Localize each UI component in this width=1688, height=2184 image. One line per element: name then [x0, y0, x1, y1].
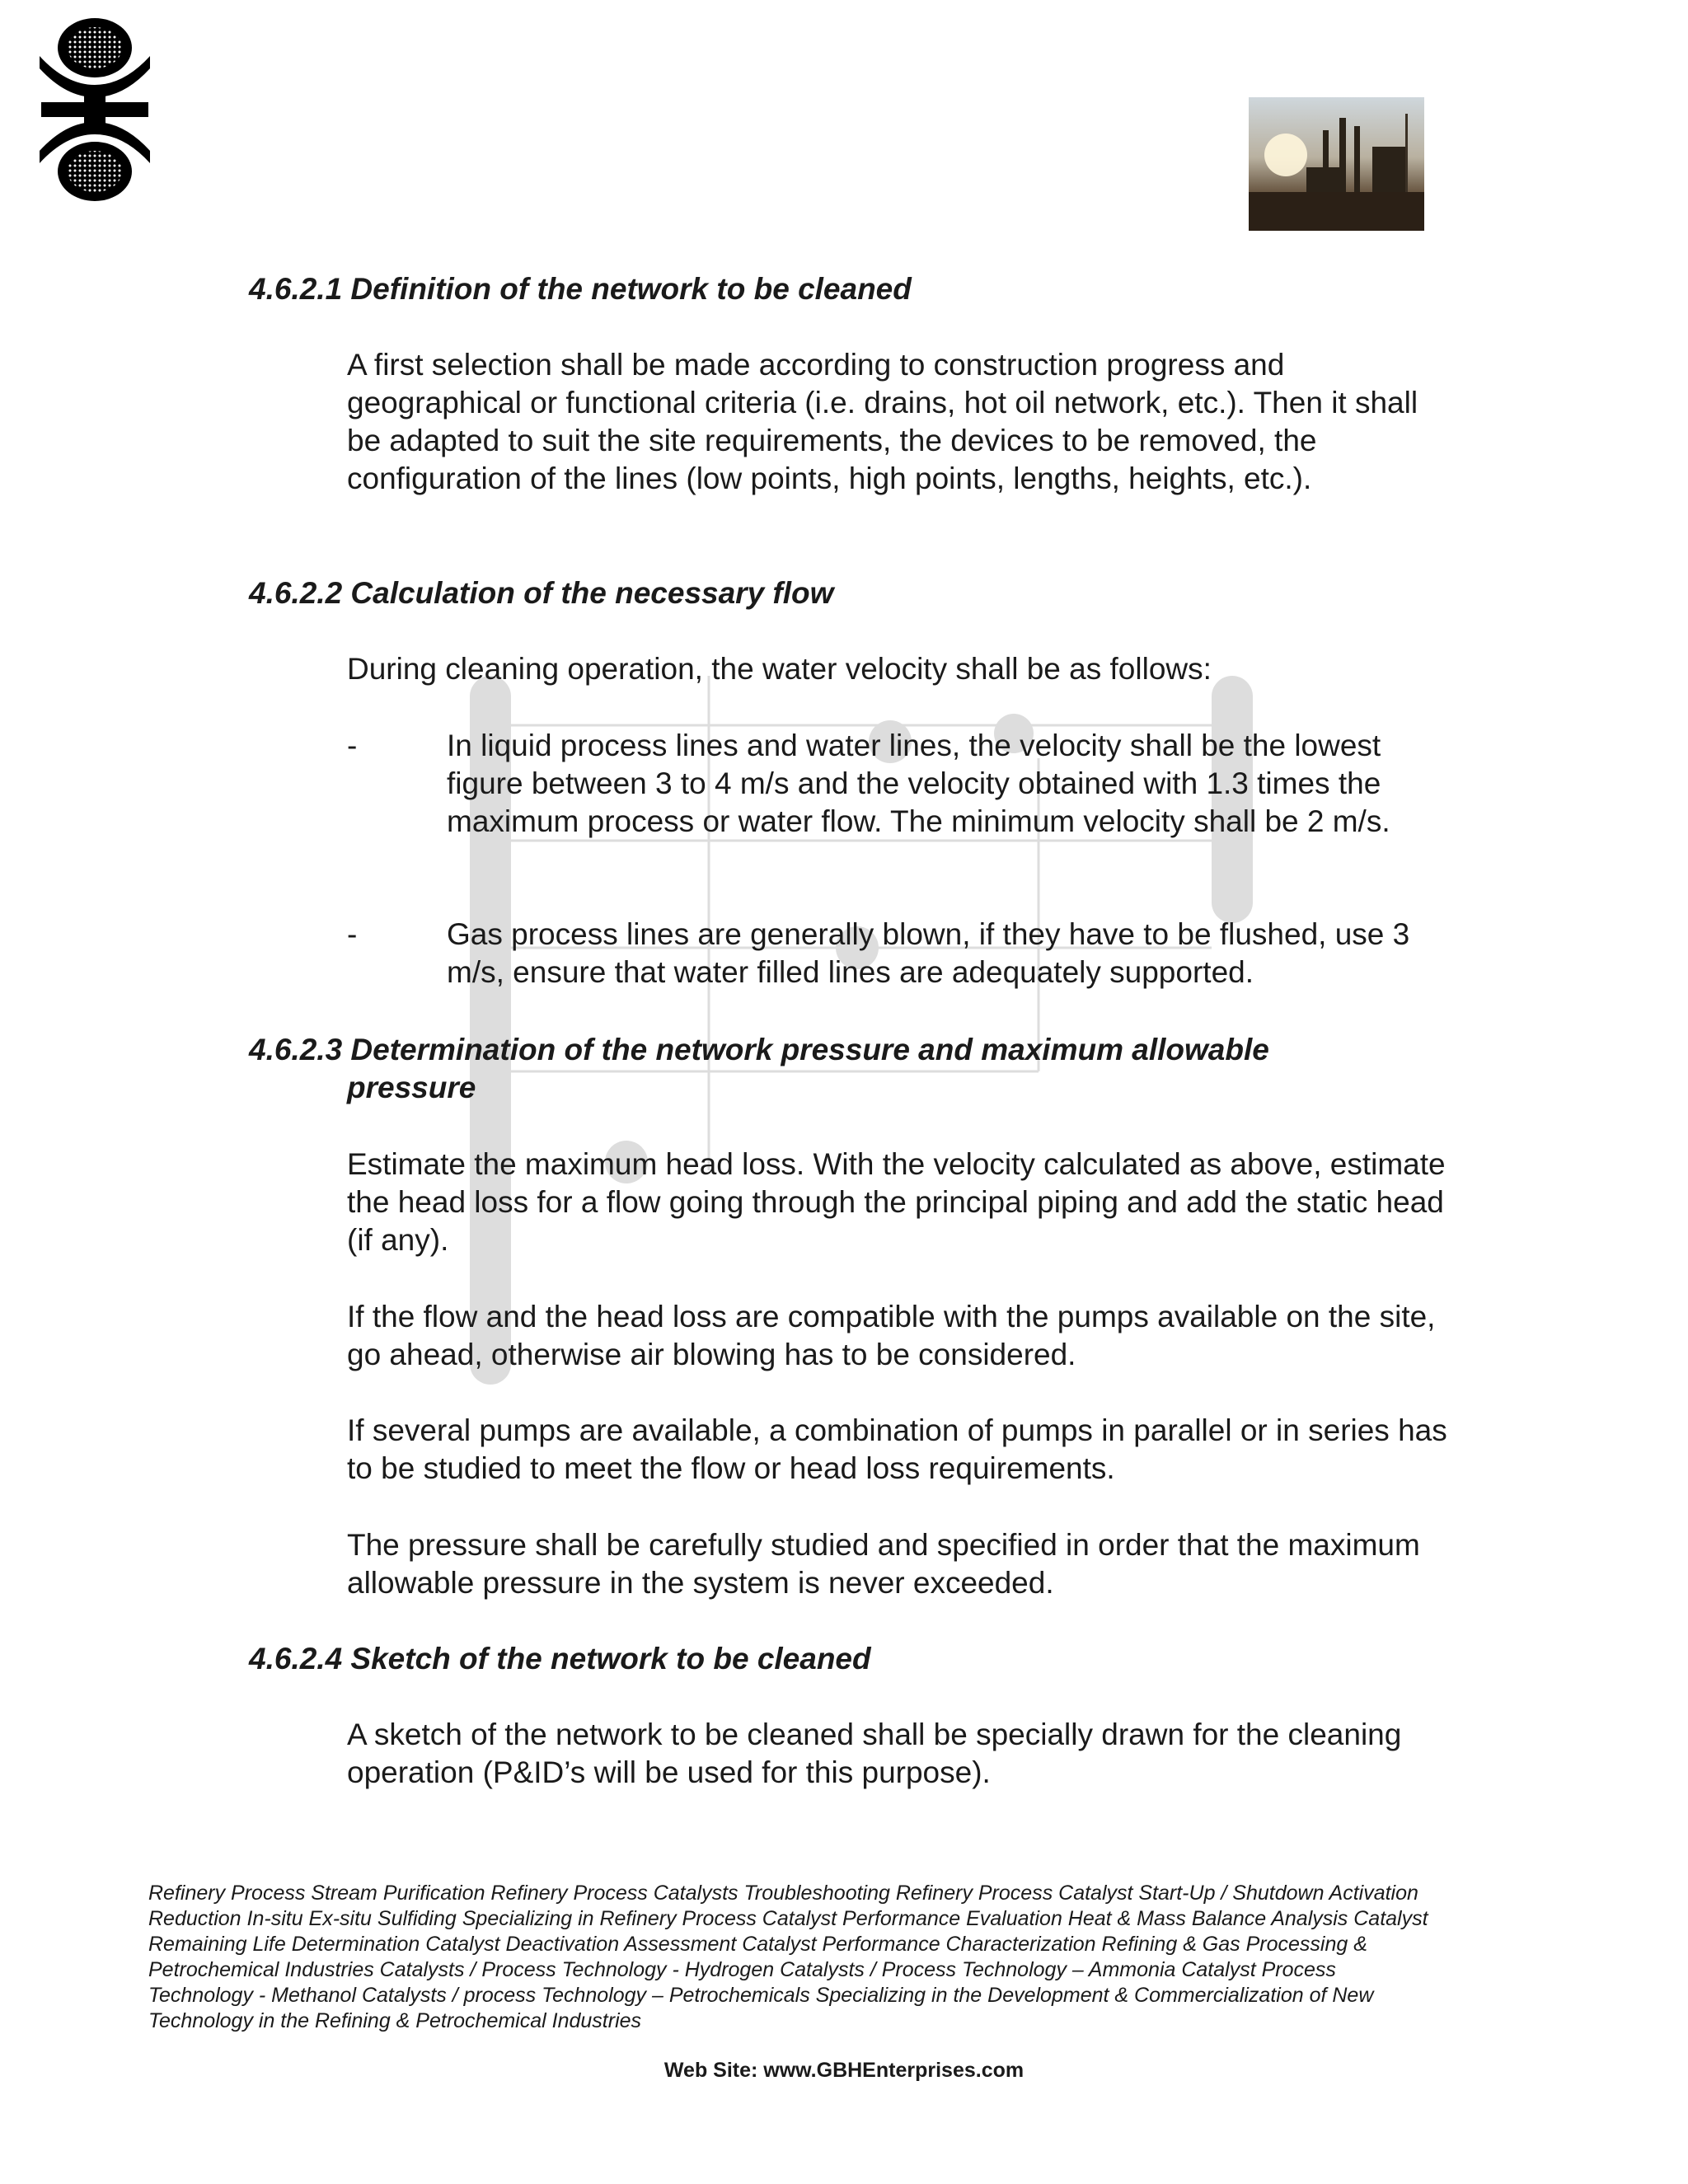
- bullet-liquid-lines: In liquid process lines and water lines, the velocity shall be the lowest figure between 3 to 4 m/s and the velocity obtained with 1.3 times the maximum process or water flow. The minimum velocity shall be 2 m/s.: [447, 729, 1390, 838]
- paragraph-pressure: The pressure shall be carefully studied and specified in order that the maximum allowable pressure in the system is never exceeded.: [347, 1528, 1420, 1600]
- section-heading-4-6-2-1: 4.6.2.1 Definition of the network to be cleaned: [249, 272, 912, 306]
- bullet-gas-lines: Gas process lines are generally blown, if they have to be flushed, use 3 m/s, ensure that water filled lines are adequately supported.: [447, 917, 1410, 989]
- paragraph-pump-combination: If several pumps are available, a combination of pumps in parallel or in series has to be studied to meet the flow or head loss requirements.: [347, 1413, 1447, 1485]
- company-logo: [33, 15, 157, 204]
- section-heading-4-6-2-3: 4.6.2.3 Determination of the network pressure and maximum allowable: [249, 1033, 1269, 1066]
- paragraph-pump-compatibility: If the flow and the head loss are compatible with the pumps available on the site, go ahead, otherwise air blowing has to be considered.: [347, 1300, 1436, 1371]
- section-heading-4-6-2-4: 4.6.2.4 Sketch of the network to be cleaned: [249, 1642, 871, 1675]
- footer-website: Web Site: www.GBHEnterprises.com: [663, 2059, 1025, 2082]
- bullet-marker: -: [347, 729, 358, 762]
- refinery-photo: [1249, 97, 1424, 231]
- paragraph-velocity-intro: During cleaning operation, the water velocity shall be as follows:: [347, 652, 1212, 686]
- footer-services-text: Refinery Process Stream Purification Refinery Process Catalysts Troubleshooting Refinery Process Catalyst Start-Up / Shutdown Activation Reduction In-situ Ex-situ Sulfiding Specializing in Refinery Process Catalyst Performance Evaluation Heat & Mass Balance Analysis Catalyst Remaining Life Determination Catalyst Deactivation Assessment Catalyst Performance Characterization Refining & Gas Processing & Petrochemical Industries Catalysts / Process Technology - Hydrogen Catalysts / Process Technology – Ammonia Catalyst Process Technology - Methanol Catalysts / process Technology – Petrochemicals Specializing in the Development & Commercialization of New Technology in the Refining & Petrochemical Industries: [148, 1882, 1428, 2032]
- paragraph-head-loss: Estimate the maximum head loss. With the velocity calculated as above, estimate the head loss for a flow going through the principal piping and add the static head (if any).: [347, 1147, 1446, 1257]
- section-heading-4-6-2-3-cont: pressure: [347, 1071, 476, 1104]
- paragraph-network-definition: A first selection shall be made according to construction progress and geographical or functional criteria (i.e. drains, hot oil network, etc.). Then it shall be adapted to suit the site requirements, the devices to be removed, the configuration of the lines (low points, high points, lengths, heights, etc.).: [347, 348, 1418, 495]
- section-heading-4-6-2-2: 4.6.2.2 Calculation of the necessary flow: [249, 576, 834, 610]
- paragraph-sketch: A sketch of the network to be cleaned shall be specially drawn for the cleaning operation (P&ID’s will be used for this purpose).: [347, 1718, 1402, 1789]
- bullet-marker: -: [347, 917, 358, 951]
